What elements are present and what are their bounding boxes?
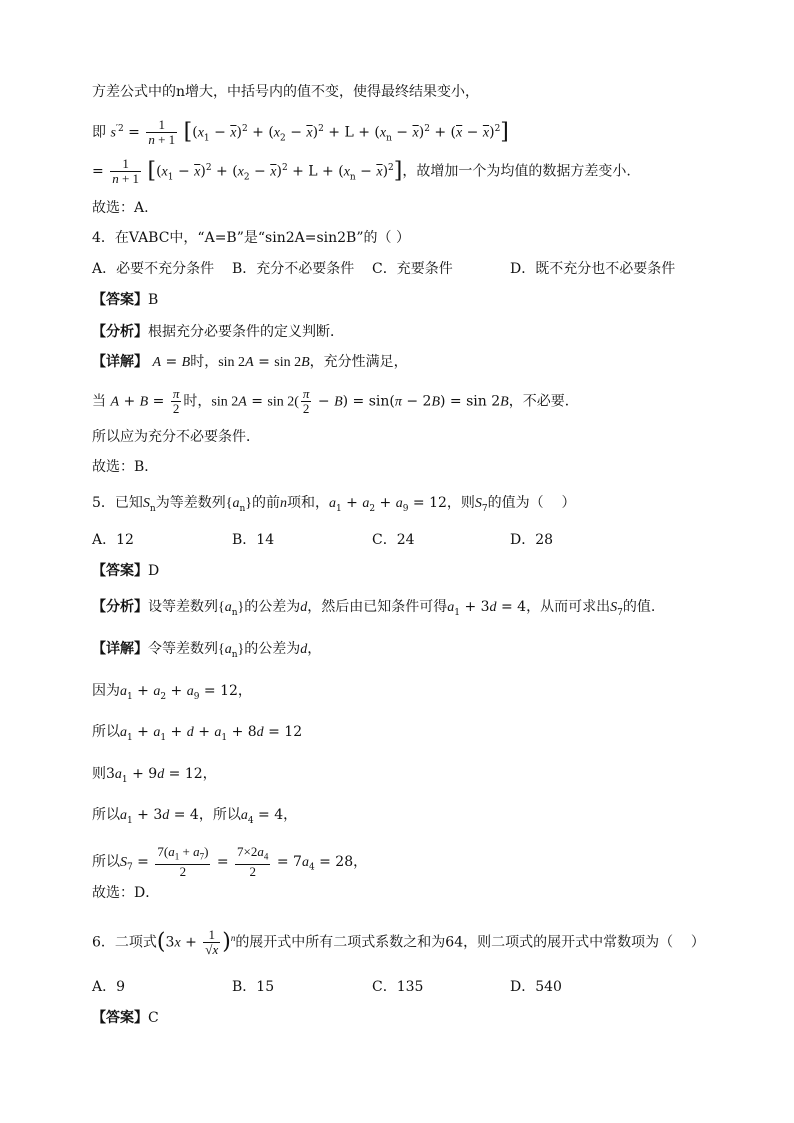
q6-choice-b: B．15 — [232, 979, 275, 995]
q4-detail-label: 【详解】 — [92, 354, 148, 370]
q5-choice-b: B．14 — [232, 532, 275, 548]
q5-step1: 因为$a_1 + a_2 + a_9 = 12$， — [92, 683, 252, 702]
q6-choice-a: A．9 — [92, 979, 126, 995]
q6-choice-c: C．135 — [372, 979, 424, 995]
q5-choice-a: A．12 — [92, 532, 134, 548]
q5-answer — [92, 561, 159, 581]
q6-answer-value: C — [148, 1010, 159, 1026]
q4-conclusion: 所以应为充分不必要条件． — [92, 429, 260, 445]
q4-detail-line2: 当 A + B = $\frac{\pi}{2}$ 时，sin 2A = sin 2( $\frac{\pi}{2}$ − B) = sin(π − 2B) = sin 2B，不必要． — [92, 386, 579, 416]
q4-detail-line1: 【详解】 A = B时，sin 2A = sin 2B，充分性满足， — [92, 354, 408, 370]
q4-analysis-label: 【分析】 — [92, 324, 148, 340]
q4-answer — [92, 290, 158, 310]
q4-choice-b: B．充分不必要条件 — [232, 261, 355, 277]
q3-formula2: = $\frac{1}{n + 1}$ $[(x_1 - \overline{x})^2 + (x_2 - \overline{x})^2 + L + (x_n - \overline{x})^2]$，故增加一个为均值的数据方差变小. — [92, 156, 631, 186]
q4-choice-d: D．既不充分也不必要条件 — [510, 261, 676, 277]
q6-stem: 6．二项式(3x + $\frac{1}{√x}$ )$^n$的展开式中所有二项式系数之和为64，则二项式的展开式中常数项为（ ） — [92, 927, 705, 958]
q4-final: 故选：B． — [92, 459, 159, 475]
q5-stem: 5．已知$S_n$为等差数列$\{a_n\}$的前n项和，$a_1 + a_2 + a_9 = 12$，则$S_7$的值为（ ） — [92, 495, 576, 514]
q4-analysis — [92, 322, 344, 342]
q5-step2: 所以$a_1 + a_1 + d + a_1 + 8d = 12$ — [92, 724, 303, 743]
q5-choice-d: D．28 — [510, 532, 554, 548]
q4-answer-value: B — [148, 292, 159, 308]
q3-line1: 方差公式中的n增大，中括号内的值不变，使得最终结果变小， — [92, 84, 480, 100]
q6-answer-label: 【答案】 — [92, 1010, 148, 1026]
q4-answer-label: 【答案】 — [92, 292, 148, 308]
q3-formula1: 即 $s^{'2}$ = $\frac{1}{n + 1}$ $[(x_1 - \overline{x})^2 + (x_2 - \overline{x})^2 + L + (x_n - \overline{x})^2 + (\overline{x} - \overline{x})^2]$ — [92, 117, 509, 147]
q4-choice-a: A．必要不充分条件 — [92, 261, 215, 277]
q5-analysis: 【分析】设等差数列$\{a_n\}$的公差为d，然后由已知条件可得$a_1 + 3d = 4$，从而可求出$S_7$的值. — [92, 599, 656, 618]
q3-formula2-suffix: ，故增加一个为均值的数据方差变小. — [402, 163, 631, 180]
q6-choice-d: D．540 — [510, 979, 562, 995]
q6-answer — [92, 1008, 159, 1028]
q5-analysis-label: 【分析】 — [92, 599, 148, 615]
q5-detail: 【详解】令等差数列$\{a_n\}$的公差为d， — [92, 641, 322, 660]
q4-detail-line2-prefix: 当 — [92, 393, 106, 410]
q5-detail-label: 【详解】 — [92, 641, 148, 657]
q5-step3: 则$3a_1 + 9d = 12$， — [92, 766, 217, 785]
q3-formula1-prefix: 即 — [92, 124, 106, 141]
q5-final: 故选：D． — [92, 885, 160, 901]
q5-answer-label: 【答案】 — [92, 563, 148, 579]
q3-answer: 故选：A. — [92, 200, 149, 216]
q5-answer-value: D — [148, 563, 160, 579]
q4-analysis-text: 根据充分必要条件的定义判断． — [148, 324, 344, 340]
q5-step5: 所以$S_7$ = $\frac{7(a_1 + a_7)}{2}$ = $\frac{7\times 2a_4}{2}$ = $7a_4 = 28$， — [92, 844, 368, 879]
q4-choice-c: C．充要条件 — [372, 261, 453, 277]
q4-stem: 4．在VABC中，“A=B”是“sin2A=sin2B”的（ ） — [92, 230, 410, 246]
q5-step4: 所以$a_1 + 3d = 4$，所以$a_4 = 4$， — [92, 807, 298, 826]
q5-choice-c: C．24 — [372, 532, 415, 548]
